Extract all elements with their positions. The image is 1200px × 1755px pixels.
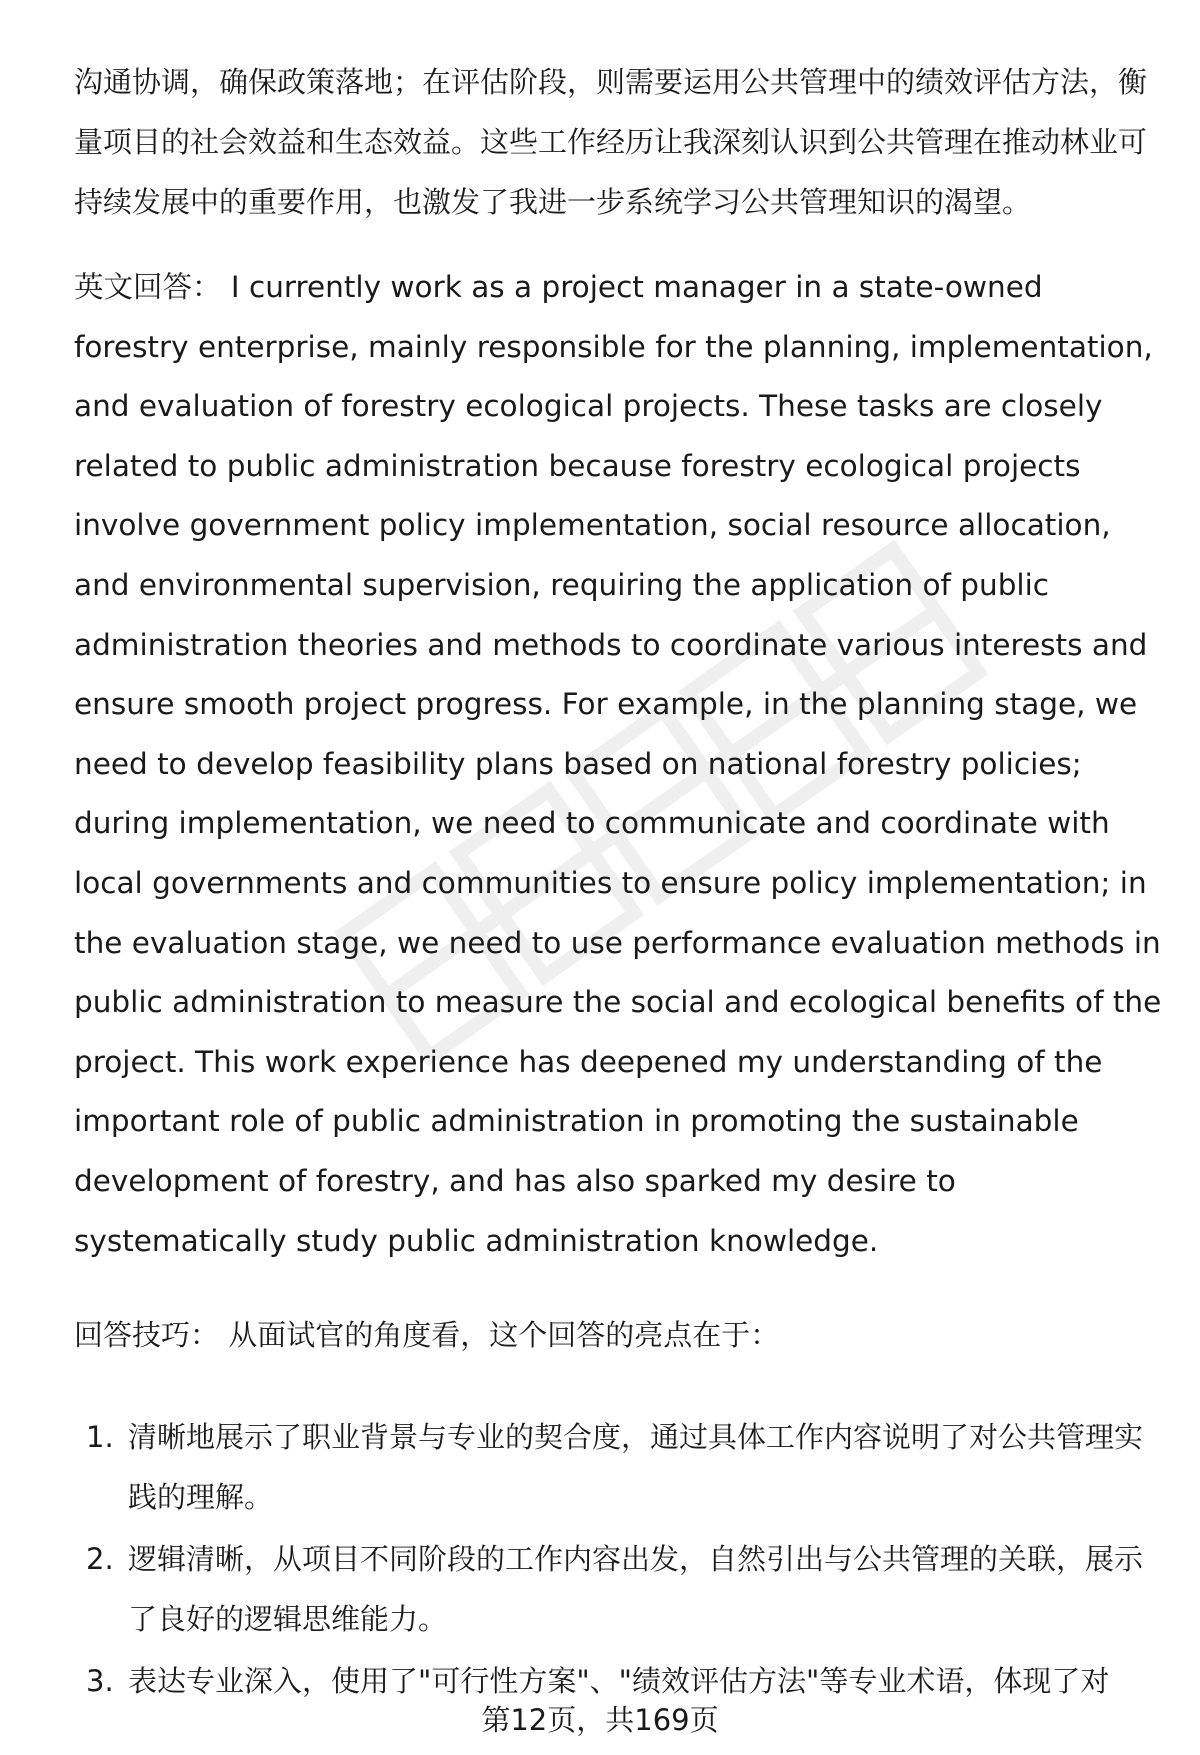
list-item [74,1529,1164,1649]
tips-list [74,1407,1164,1711]
english-answer-paragraph [74,258,1164,1271]
tips-label: 回答技巧： [74,1318,220,1353]
list-item-text: 清晰地展示了职业背景与专业的契合度，通过具体工作内容说明了对公共管理实践的理解。 [128,1420,1144,1515]
english-answer-text: I currently work as a project manager in a state-owned forestry enterprise, mainly responsible for the planning, implementation, and evaluation of forestry ecological projects. These tasks are closely related to public administration because forestry ecological projects involve government policy implementation, social resource allocation, and environmental supervision, requiring the application of public administration theories and methods to coordinate various interests and ensure smooth project progress. For example, in the planning stage, we need to develop feasibility plans based on national forestry policies; during implementation, we need to communicate and coordinate with local governments and communities to ensure policy implementation; in the evaluation stage, we need to use performance evaluation methods in public administration to measure the social and ecological benefits of the project. This work experience has deepened my understanding of the important role of public administration in promoting the sustainable development of forestry, and has also sparked my desire to systematically study public administration knowledge. [74,270,1162,1258]
list-item-number: 3. [86,1664,114,1699]
continuation-paragraph: 沟通协调，确保政策落地；在评估阶段，则需要运用公共管理中的绩效评估方法，衡量项目的社会效益和生态效益。这些工作经历让我深刻认识到公共管理在推动林业可持续发展中的重要作用，也激发了我进一步系统学习公共管理知识的渴望。 [74,65,1148,219]
tips-heading [74,1305,1164,1365]
english-answer-label: 英文回答： [74,270,222,304]
page-number-footer: 第12页，共169页 [481,1703,719,1737]
list-item-number: 2. [86,1542,114,1577]
list-item-text: 表达专业深入，使用了"可行性方案"、"绩效评估方法"等专业术语，体现了对 [128,1664,1110,1699]
tips-intro: 从面试官的角度看，这个回答的亮点在于： [228,1318,780,1353]
list-item-text: 逻辑清晰，从项目不同阶段的工作内容出发，自然引出与公共管理的关联，展示了良好的逻辑思维能力。 [128,1542,1144,1637]
document-body [74,52,1164,1713]
list-item-number: 1. [86,1420,114,1455]
list-item [74,1407,1164,1527]
